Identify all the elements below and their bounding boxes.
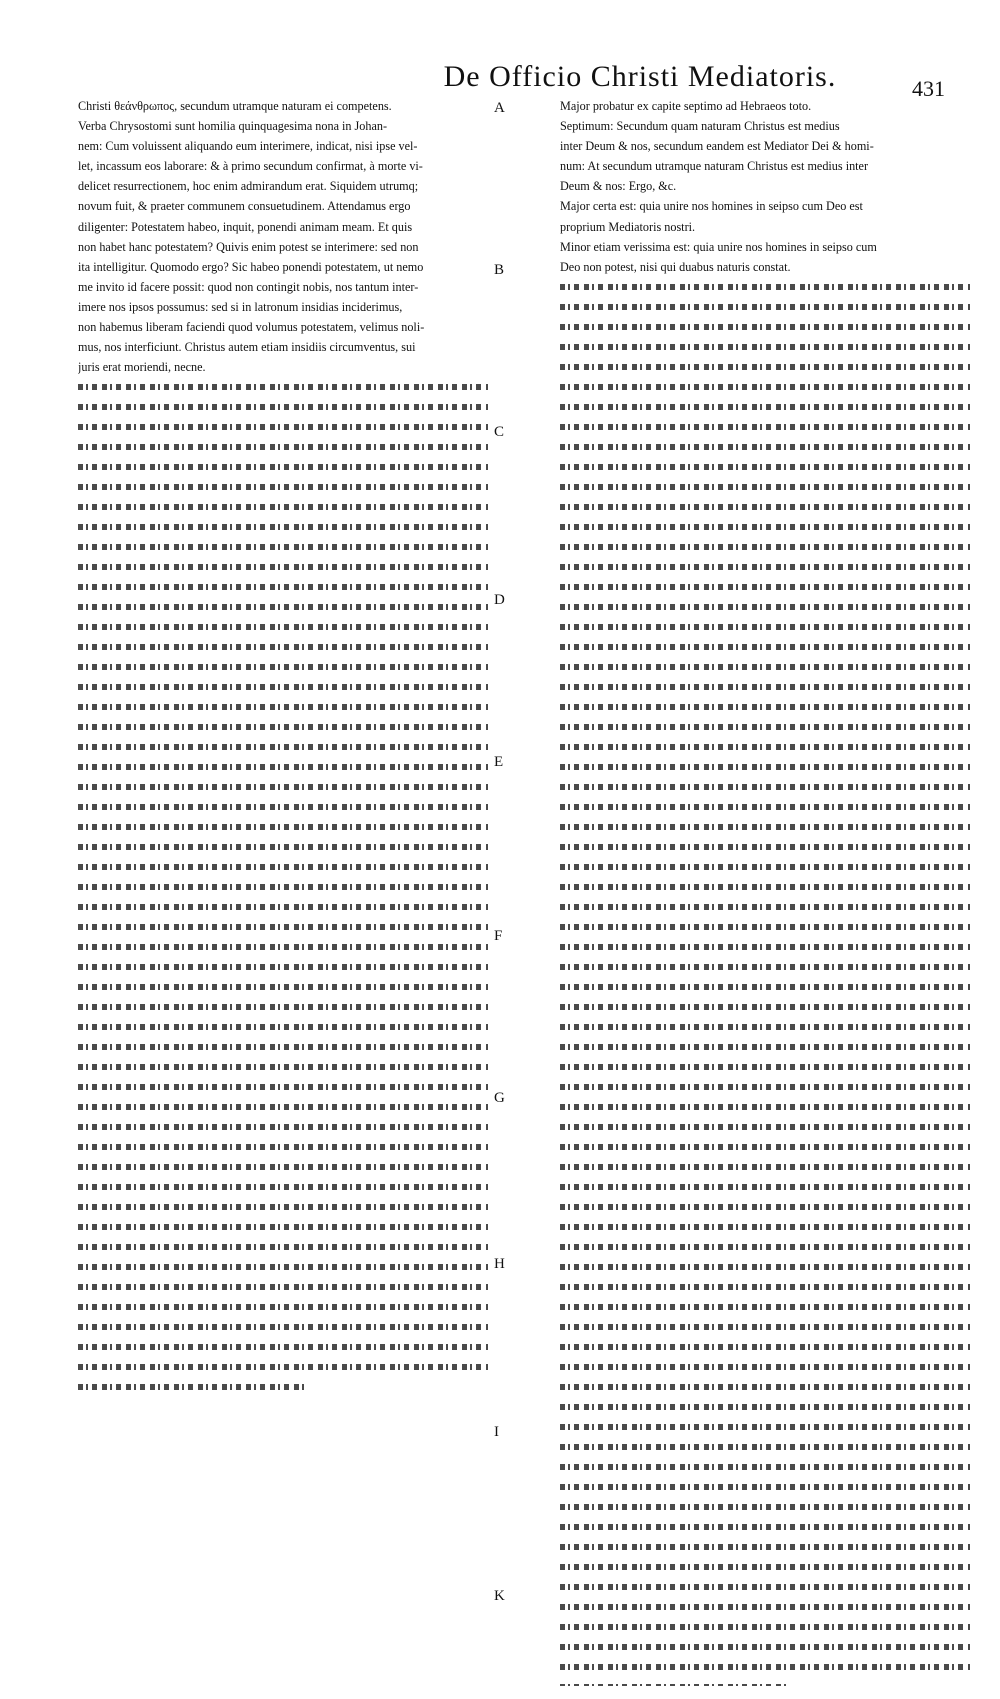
text-line-illegible — [560, 617, 970, 637]
left-line: non habemus liberam faciendi quod volumus potestatem, velimus noli- — [78, 320, 425, 335]
text-line-illegible — [560, 1177, 970, 1197]
left-line: imere nos ipsos possumus: sed si in latronum insidias inciderimus, — [78, 299, 403, 314]
left-column — [78, 96, 488, 1686]
text-line-illegible — [78, 577, 488, 597]
text-line-illegible — [560, 837, 970, 857]
text-line-illegible — [560, 917, 970, 937]
margin-letter: G — [494, 1090, 505, 1106]
text-line-illegible — [560, 357, 970, 377]
left-line: diligenter: Potestatem habeo, inquit, ponendi animam meam. Et quis — [78, 219, 413, 234]
text-line-illegible — [560, 1497, 970, 1517]
text-line-illegible — [560, 757, 970, 777]
text-line-illegible — [560, 1637, 970, 1657]
text-line-illegible — [560, 1317, 970, 1337]
text-line-illegible — [78, 1317, 488, 1337]
left-line: non habet hanc potestatem? Quivis enim potest se interimere: sed non — [78, 239, 419, 254]
text-line-illegible — [560, 577, 970, 597]
text-line-illegible — [78, 997, 488, 1017]
text-line-illegible — [560, 1577, 970, 1597]
text-line-illegible — [78, 1357, 488, 1377]
text-line-illegible — [560, 957, 970, 977]
text-line-illegible — [78, 1137, 488, 1157]
left-line: ita intelligitur. Quomodo ergo? Sic habeo ponendi potestatem, ut nemo — [78, 259, 424, 274]
text-line-illegible — [78, 717, 488, 737]
margin-letter: I — [494, 1424, 499, 1440]
text-line-illegible — [560, 1117, 970, 1137]
text-line-illegible — [78, 1337, 488, 1357]
margin-letter: F — [494, 928, 503, 944]
text-line-illegible — [560, 1517, 970, 1537]
text-line-illegible — [78, 497, 488, 517]
text-line-illegible — [560, 1477, 970, 1497]
text-line-illegible — [560, 717, 970, 737]
text-line-illegible — [78, 377, 488, 397]
margin-letter: E — [494, 754, 504, 770]
page-number: 431 — [912, 76, 945, 101]
text-line-illegible — [78, 1097, 488, 1117]
text-line-illegible — [560, 317, 970, 337]
left-line: nem: Cum voluissent aliquando eum interimere, indicat, nisi ipse vel- — [78, 139, 418, 154]
right-line: num: At secundum utramque naturam Christus est medius inter — [560, 159, 869, 174]
left-line: Christi θεάνθρωπος, secundum utramque naturam ei competens. — [78, 99, 392, 113]
right-column — [560, 96, 970, 1686]
right-line: Minor etiam verissima est: quia unire nos homines in seipso cum — [560, 239, 877, 254]
right-line: proprium Mediatoris nostri. — [560, 219, 696, 234]
text-line-illegible — [560, 1057, 970, 1077]
left-line: let, incassum eos laborare: & à primo secundum confirmat, à morte vi- — [78, 159, 423, 174]
text-line-illegible — [78, 397, 488, 417]
text-line-illegible — [560, 1217, 970, 1237]
text-line-illegible — [78, 1057, 488, 1077]
text-line-illegible — [78, 677, 488, 697]
right-line: Major probatur ex capite septimo ad Hebraeos toto. — [560, 99, 812, 113]
text-line-illegible — [560, 297, 970, 317]
text-line-illegible — [560, 1437, 970, 1457]
left-line: juris erat moriendi, necne. — [78, 360, 206, 375]
left-line: novum fuit, & praeter communem consuetudinem. Attendamus ergo — [78, 199, 411, 214]
text-line-illegible — [560, 737, 970, 757]
text-line-illegible — [78, 477, 488, 497]
text-line-illegible — [560, 1657, 970, 1677]
text-line-illegible — [78, 837, 488, 857]
margin-letter: B — [494, 262, 505, 278]
text-line-illegible — [560, 1457, 970, 1477]
left-line: mus, nos interficiunt. Christus autem etiam insidiis circumventus, sui — [78, 340, 416, 355]
text-line-illegible — [560, 277, 970, 297]
text-line-illegible — [78, 917, 488, 937]
left-line: Verba Chrysostomi sunt homilia quinquagesima nona in Johan- — [78, 119, 388, 134]
right-line: inter Deum & nos, secundum eandem est Mediator Dei & homi- — [560, 139, 874, 154]
text-line-illegible — [560, 1197, 970, 1217]
text-line-illegible — [78, 537, 488, 557]
text-line-illegible — [560, 1557, 970, 1577]
right-line: Deo non potest, nisi qui duabus naturis constat. — [560, 259, 791, 274]
text-line-illegible — [560, 557, 970, 577]
text-line-illegible — [78, 1377, 488, 1397]
text-line-illegible — [78, 1197, 488, 1217]
text-line-illegible — [78, 957, 488, 977]
text-line-illegible — [560, 777, 970, 797]
text-line-illegible — [78, 437, 488, 457]
text-line-illegible — [560, 657, 970, 677]
text-line-illegible — [78, 1077, 488, 1097]
text-line-illegible — [78, 937, 488, 957]
text-line-illegible — [78, 737, 488, 757]
text-line-illegible — [560, 1297, 970, 1317]
text-line-illegible — [560, 1357, 970, 1377]
text-line-illegible — [78, 617, 488, 637]
text-line-illegible — [560, 377, 970, 397]
text-line-illegible — [560, 1157, 970, 1177]
text-line-illegible — [560, 337, 970, 357]
text-line-illegible — [78, 817, 488, 837]
text-line-illegible — [560, 817, 970, 837]
margin-letter: A — [494, 100, 505, 116]
text-line-illegible — [560, 1537, 970, 1557]
text-line-illegible — [560, 1077, 970, 1097]
margin-letter: C — [494, 424, 505, 440]
text-line-illegible — [560, 897, 970, 917]
text-line-illegible — [78, 797, 488, 817]
text-line-illegible — [560, 1597, 970, 1617]
text-line-illegible — [78, 557, 488, 577]
text-line-illegible — [78, 597, 488, 617]
text-line-illegible — [560, 457, 970, 477]
text-line-illegible — [560, 997, 970, 1017]
text-line-illegible — [560, 1377, 970, 1397]
text-line-illegible — [78, 857, 488, 877]
running-header-title: De Officio Christi Mediatoris. — [443, 60, 837, 93]
text-line-illegible — [560, 537, 970, 557]
text-line-illegible — [78, 1157, 488, 1177]
text-line-illegible — [78, 657, 488, 677]
text-line-illegible — [560, 1417, 970, 1437]
text-line-illegible — [560, 1617, 970, 1637]
text-line-illegible — [560, 477, 970, 497]
right-line: Septimum: Secundum quam naturam Christus est medius — [560, 119, 840, 134]
margin-letter: K — [494, 1588, 505, 1604]
text-line-illegible — [78, 417, 488, 437]
text-line-illegible — [560, 857, 970, 877]
text-line-illegible — [560, 597, 970, 617]
text-line-illegible — [78, 457, 488, 477]
text-line-illegible — [78, 517, 488, 537]
text-line-illegible — [560, 437, 970, 457]
text-line-illegible — [78, 757, 488, 777]
text-line-illegible — [78, 777, 488, 797]
text-line-illegible — [560, 1037, 970, 1057]
text-line-illegible — [560, 1277, 970, 1297]
text-line-illegible — [560, 517, 970, 537]
text-line-illegible — [560, 697, 970, 717]
text-line-illegible — [560, 797, 970, 817]
text-line-illegible — [560, 977, 970, 997]
text-line-illegible — [560, 1017, 970, 1037]
left-line: me invito id facere possit: quod non contingit nobis, nos tantum inter- — [78, 279, 419, 294]
text-line-illegible — [78, 877, 488, 897]
text-line-illegible — [560, 877, 970, 897]
text-line-illegible — [78, 1217, 488, 1237]
text-line-illegible — [560, 1677, 970, 1686]
text-line-illegible — [560, 497, 970, 517]
text-line-illegible — [78, 1297, 488, 1317]
text-line-illegible — [78, 1037, 488, 1057]
text-line-illegible — [78, 897, 488, 917]
text-line-illegible — [560, 677, 970, 697]
text-line-illegible — [78, 1257, 488, 1277]
text-line-illegible — [78, 697, 488, 717]
text-line-illegible — [560, 937, 970, 957]
text-line-illegible — [78, 1237, 488, 1257]
text-line-illegible — [560, 1137, 970, 1157]
text-line-illegible — [560, 1397, 970, 1417]
text-line-illegible — [560, 417, 970, 437]
text-line-illegible — [560, 637, 970, 657]
margin-letter: H — [494, 1256, 505, 1272]
text-line-illegible — [560, 397, 970, 417]
margin-letter: D — [494, 592, 505, 608]
text-line-illegible — [78, 1277, 488, 1297]
text-line-illegible — [78, 977, 488, 997]
text-line-illegible — [560, 1097, 970, 1117]
right-line: Major certa est: quia unire nos homines in seipso cum Deo est — [560, 199, 863, 214]
left-line: delicet resurrectionem, hoc enim admirandum erat. Siquidem utrumq; — [78, 179, 419, 194]
text-line-illegible — [560, 1237, 970, 1257]
text-line-illegible — [78, 1117, 488, 1137]
text-line-illegible — [560, 1337, 970, 1357]
text-line-illegible — [560, 1257, 970, 1277]
right-line: Deum & nos: Ergo, &c. — [560, 179, 677, 194]
text-line-illegible — [78, 637, 488, 657]
text-line-illegible — [78, 1177, 488, 1197]
text-line-illegible — [78, 1017, 488, 1037]
